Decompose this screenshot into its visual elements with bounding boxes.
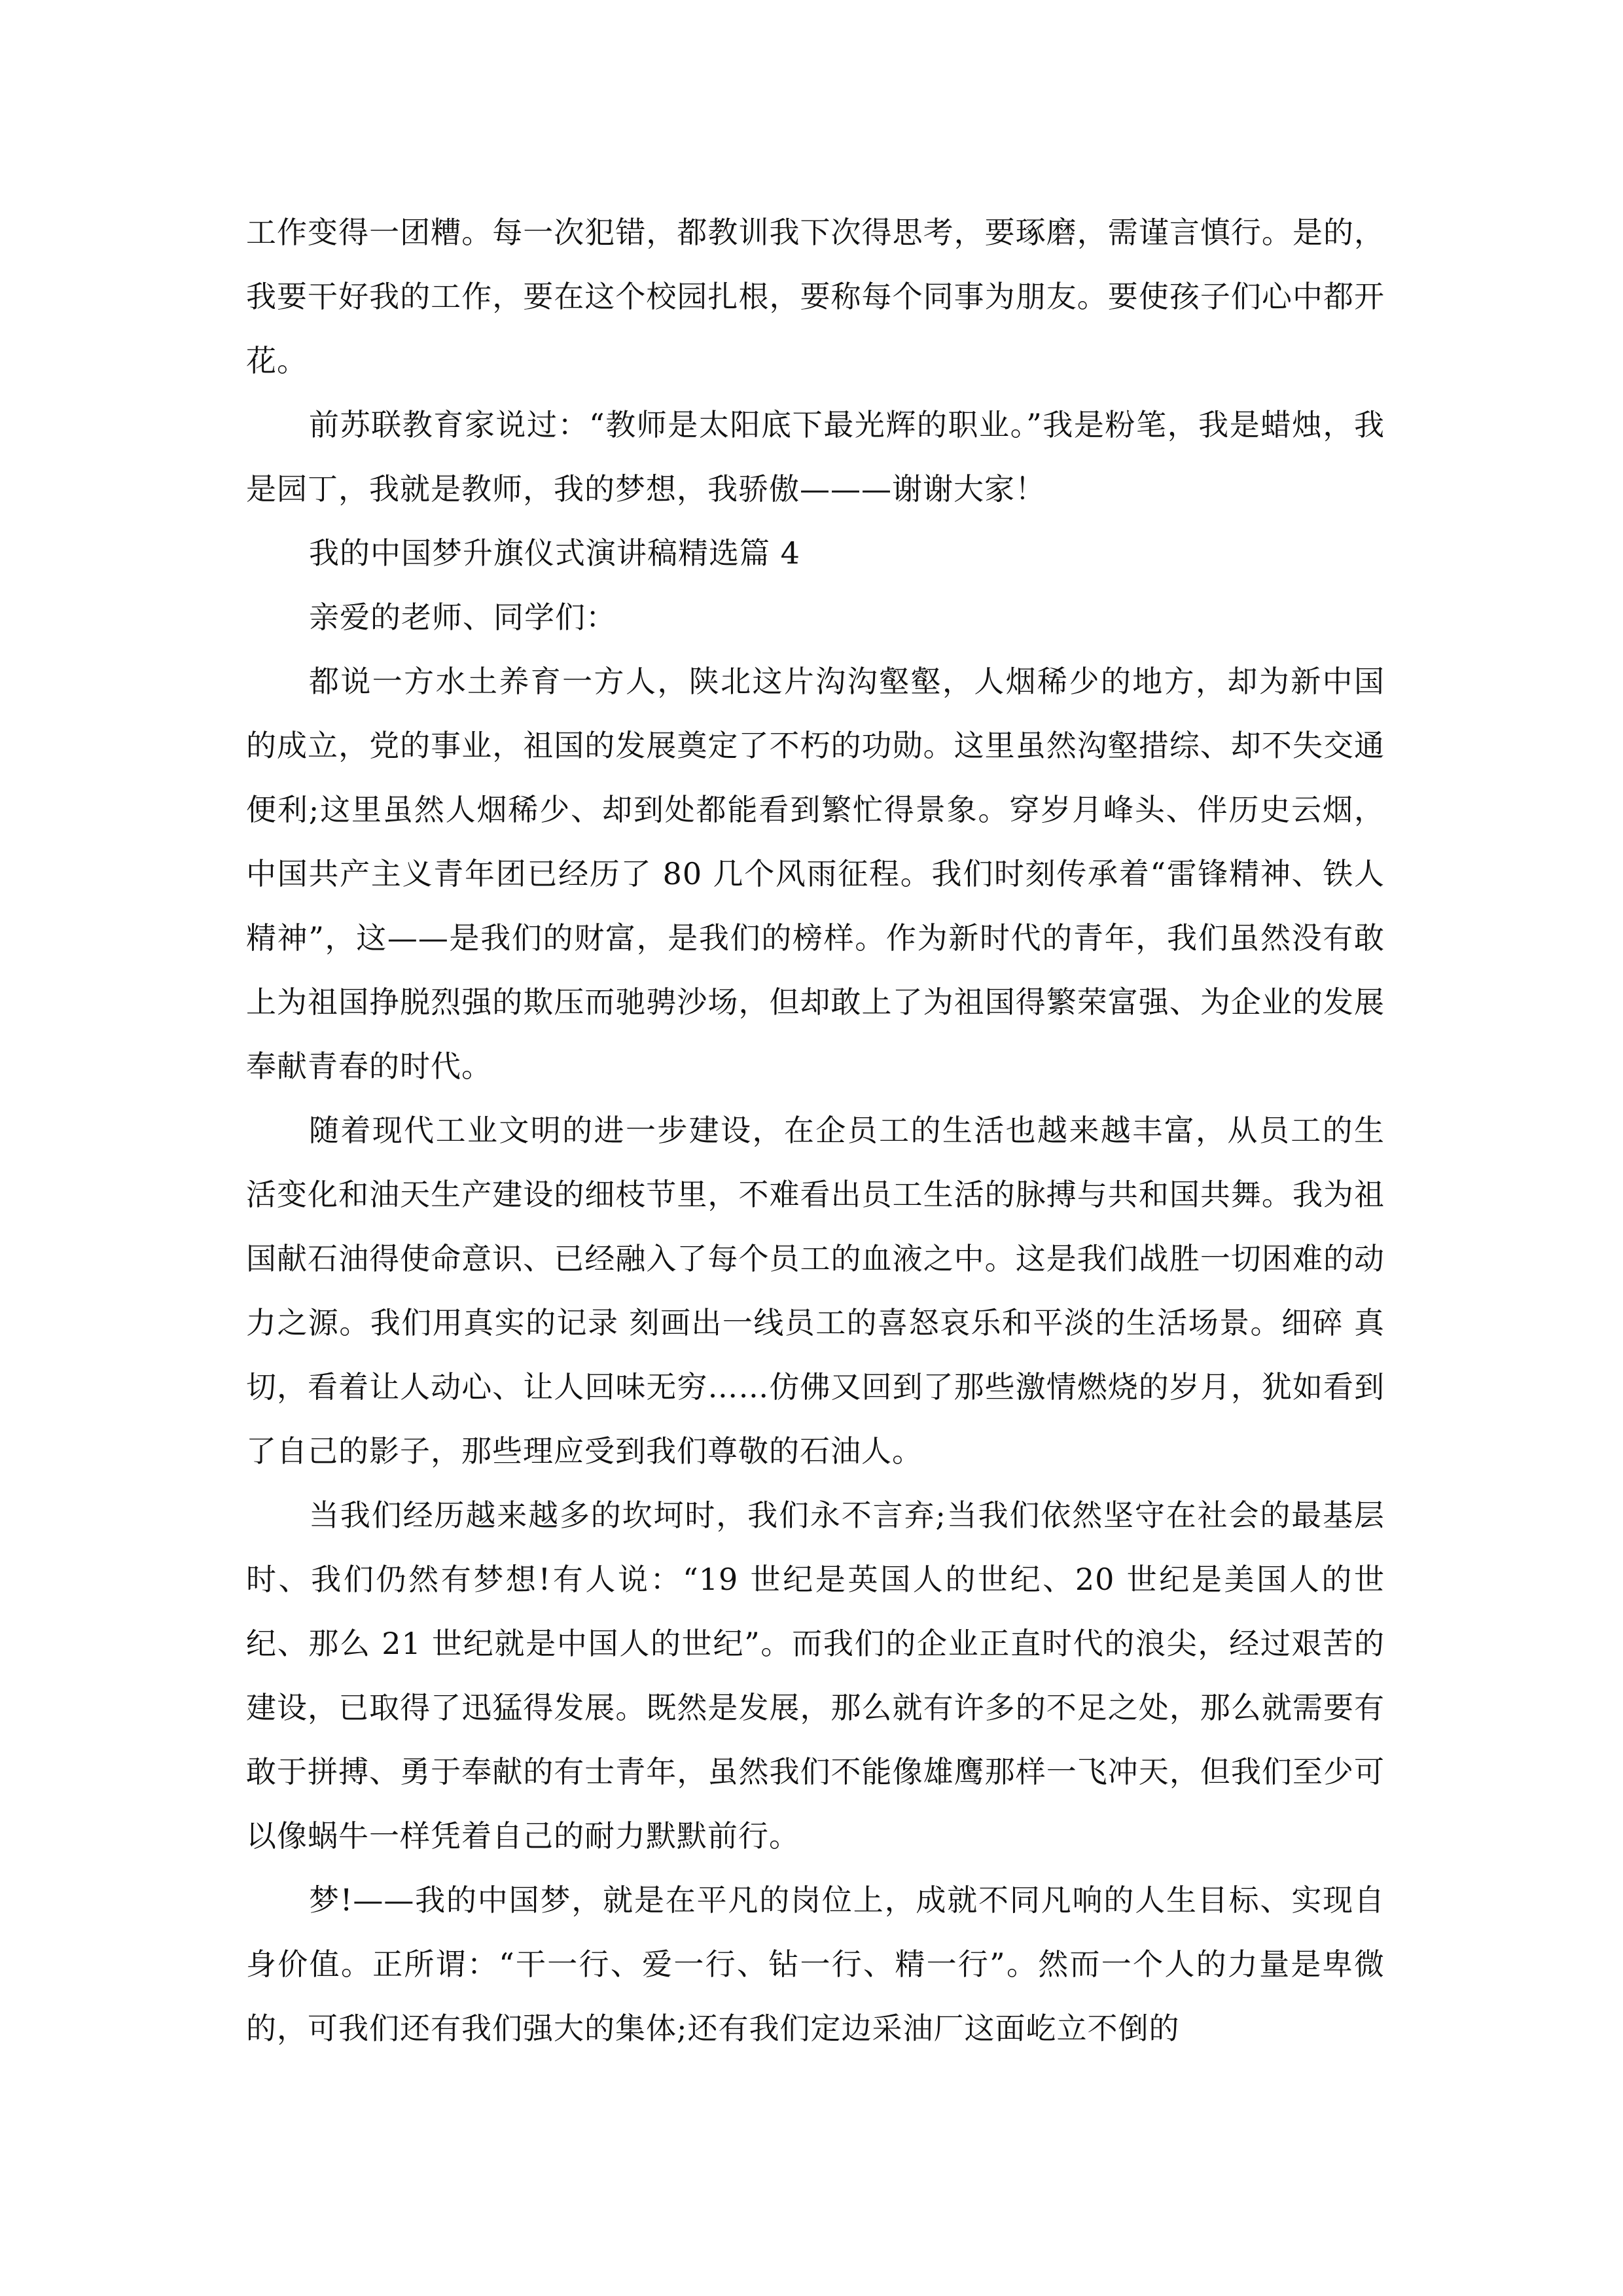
section-title: 我的中国梦升旗仪式演讲稿精选篇 4 [309,535,800,571]
paragraph-1: 工作变得一团糟。每一次犯错，都教训我下次得思考，要琢磨，需谨言慎行。是的，我要干好我的工作，要在这个校园扎根，要称每个同事为朋友。要使孩子们心中都开花。 [246,215,1385,378]
document-body [246,200,1385,2060]
paragraph-5: 都说一方水土养育一方人，陕北这片沟沟壑壑，人烟稀少的地方，却为新中国的成立，党的事业，祖国的发展奠定了不朽的功勋。这里虽然沟壑措综、却不失交通便利;这里虽然人烟稀少、却到处都能看到繁忙得景象。穿岁月峰头、伴历史云烟，中国共产主义青年团已经历了 80 几个风雨征程。我们时刻传承着“雷锋精神、铁人精神”，这——是我们的财富，是我们的榜样。作为新时代的青年，我们虽然没有敢上为祖国挣脱烈强的欺压而驰骋沙场，但却敢上了为祖国得繁荣富强、为企业的发展奉献青春的时代。 [246,664,1385,1084]
paragraph-2: 前苏联教育家说过：“教师是太阳底下最光辉的职业。”我是粉笔，我是蜡烛，我是园丁，我就是教师，我的梦想，我骄傲———谢谢大家！ [246,407,1385,507]
paragraph-8: 梦!——我的中国梦，就是在平凡的岗位上，成就不同凡响的人生目标、实现自身价值。正所谓：“干一行、爱一行、钻一行、精一行”。然而一个人的力量是卑微的，可我们还有我们强大的集体;还有我们定边采油厂这面屹立不倒的 [246,1882,1385,2046]
salutation: 亲爱的老师、同学们： [309,600,616,635]
paragraph-7: 当我们经历越来越多的坎坷时，我们永不言弃;当我们依然坚守在社会的最基层时、我们仍然有梦想!有人说：“19 世纪是英国人的世纪、20 世纪是美国人的世纪、那么 21 世纪就是中国人的世纪”。而我们的企业正直时代的浪尖，经过艰苦的建设，已取得了迅猛得发展。既然是发展，那么就有许多的不足之处，那么就需要有敢于拼搏、勇于奉献的有士青年，虽然我们不能像雄鹰那样一飞冲天，但我们至少可以像蜗牛一样凭着自己的耐力默默前行。 [246,1498,1385,1854]
paragraph-6: 随着现代工业文明的进一步建设，在企员工的生活也越来越丰富，从员工的生活变化和油天生产建设的细枝节里，不难看出员工生活的脉搏与共和国共舞。我为祖国献石油得使命意识、已经融入了每个员工的血液之中。这是我们战胜一切困难的动力之源。我们用真实的记录 刻画出一线员工的喜怒哀乐和平淡的生活场景。细碎 真切，看着让人动心、让人回味无穷……仿佛又回到了那些激情燃烧的岁月，犹如看到了自己的影子，那些理应受到我们尊敬的石油人。 [246,1113,1385,1469]
